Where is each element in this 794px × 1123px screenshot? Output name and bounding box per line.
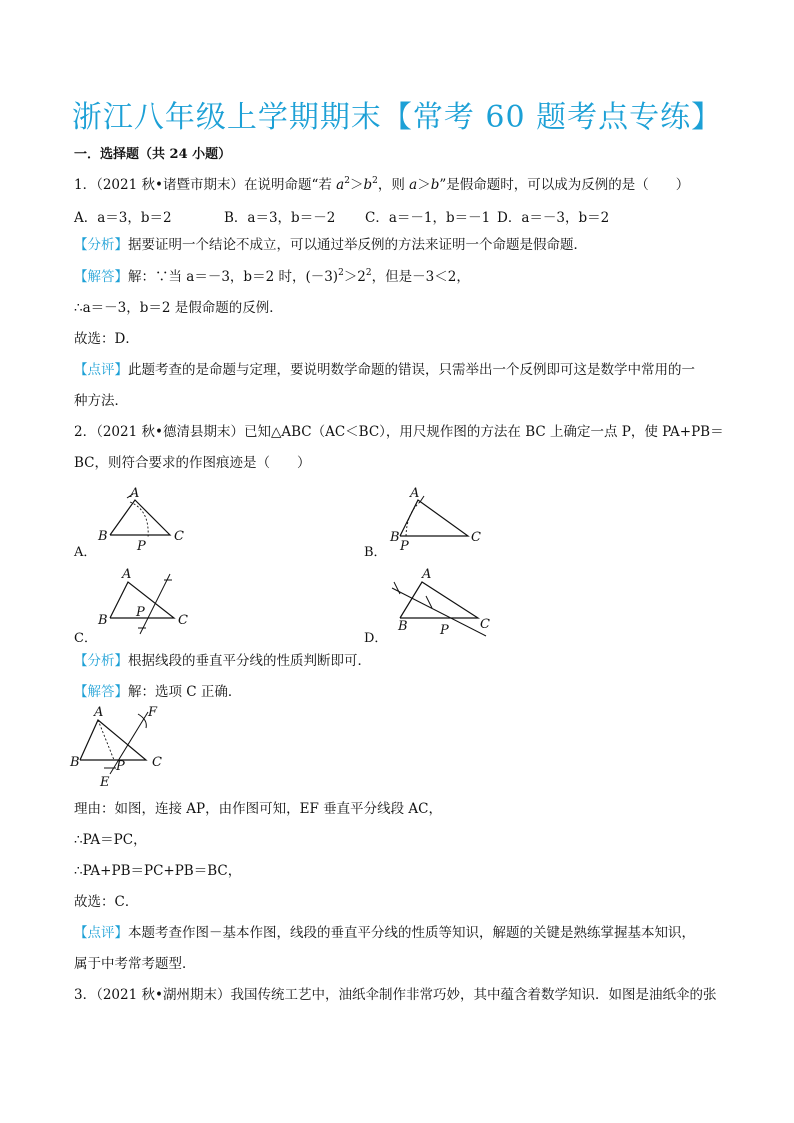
label-b: B (70, 755, 80, 770)
q2-comment: 【点评】本题考查作图－基本作图，线段的垂直平分线的性质等知识，解题的关键是熟练掌握基本知识， (74, 925, 695, 941)
label-a: A (122, 567, 132, 582)
label-p: P (116, 759, 125, 774)
triangle (110, 500, 170, 535)
label-b: B (98, 529, 108, 544)
q1-stem: 1．（2021 秋•诸暨市期末）在说明命题“若 $a^2>b^2$，则 a＞b”是假命题时，可以成为反例的是（ ） (74, 176, 690, 193)
q2-stem: 2．（2021 秋•德清县期末）已知△ABC（AC＜BC），用尺规作图的方法在 BC 上确定一点 P，使 PA+PB＝ (74, 424, 724, 440)
q3-stem: 3．（2021 秋•湖州期末）我国传统工艺中，油纸伞制作非常巧妙，其中蕴含着数学知识．如图是油纸伞的张 (74, 987, 717, 1003)
q2-analysis: 【分析】根据线段的垂直平分线的性质判断即可． (74, 653, 371, 669)
label-a: A (410, 486, 420, 501)
q1-comment-line2: 种方法． (74, 393, 128, 409)
q2-figure-b (380, 480, 490, 552)
label-c: C (178, 613, 188, 628)
label-b: B (398, 619, 408, 634)
page-title: 浙江八年级上学期期末【常考 60 题考点专练】 (71, 100, 723, 135)
q2-figure-c (90, 566, 200, 638)
label-p: P (440, 623, 449, 638)
q2-stem-line2: BC，则符合要求的作图痕迹是（ ） (74, 455, 311, 471)
label-a: A (130, 486, 140, 501)
q1-option-d: D．a＝－3，b＝2 (497, 210, 610, 226)
label-a: A (422, 567, 432, 582)
q2-figure-a (90, 480, 200, 552)
q2-choice: 故选：C． (74, 894, 139, 910)
label-p: P (400, 539, 409, 552)
q2-solution-figure (68, 704, 178, 792)
q1-option-c: C．a＝－1，b＝－1 (365, 210, 491, 226)
q1-answer-line2: ∴a＝－3，b＝2 是假命题的反例． (74, 300, 283, 316)
label-f: F (148, 705, 158, 720)
label-b: B (390, 530, 400, 545)
label-b: B (98, 613, 108, 628)
q2-option-a-label: A． (74, 545, 97, 560)
label-a: A (94, 705, 104, 720)
q2-reason-line2: ∴PA＝PC， (74, 832, 147, 848)
label-p: P (136, 605, 145, 620)
label-p: P (137, 539, 146, 552)
label-c: C (152, 755, 162, 770)
q2-option-b-label: B． (364, 545, 387, 560)
q2-reason-line3: ∴PA+PB＝PC+PB＝BC， (74, 863, 242, 879)
q2-figure-d (380, 566, 500, 638)
arc-tick (420, 496, 424, 502)
label-e: E (100, 775, 110, 790)
arc-trace (406, 502, 420, 538)
q1-option-a: A．a＝3，b＝2 (74, 210, 172, 226)
triangle (400, 582, 478, 618)
section-heading: 一．选择题（共 24 小题） (74, 147, 232, 162)
triangle (80, 720, 146, 760)
q1-comment: 【点评】此题考查的是命题与定理，要说明数学命题的错误，只需举出一个反例即可这是数学中常用的一 (74, 362, 695, 378)
bisector-line (140, 574, 170, 634)
q1-analysis: 【分析】据要证明一个结论不成立，可以通过举反例的方法来证明一个命题是假命题． (74, 237, 587, 253)
label-c: C (174, 529, 184, 544)
q1-answer: 【解答】解：∵当 a＝－3，b＝2 时，$(-3)^2>2^2$，但是－3＜2， (74, 268, 470, 285)
q2-option-d-label: D． (364, 631, 388, 646)
arc-trace (130, 502, 148, 538)
arc-mark-left (394, 582, 400, 594)
q2-option-c-label: C． (74, 631, 97, 646)
q2-reason: 理由：如图，连接 AP，由作图可知，EF 垂直平分线段 AC， (74, 801, 443, 817)
label-c: C (471, 530, 481, 545)
q1-option-b: B．a＝3，b＝－2 (224, 210, 336, 226)
triangle (400, 500, 468, 536)
q2-comment-line2: 属于中考常考题型． (74, 956, 196, 972)
q1-choice: 故选：D． (74, 331, 139, 347)
q2-answer: 【解答】解：选项 C 正确． (74, 684, 242, 700)
label-c: C (480, 617, 490, 632)
